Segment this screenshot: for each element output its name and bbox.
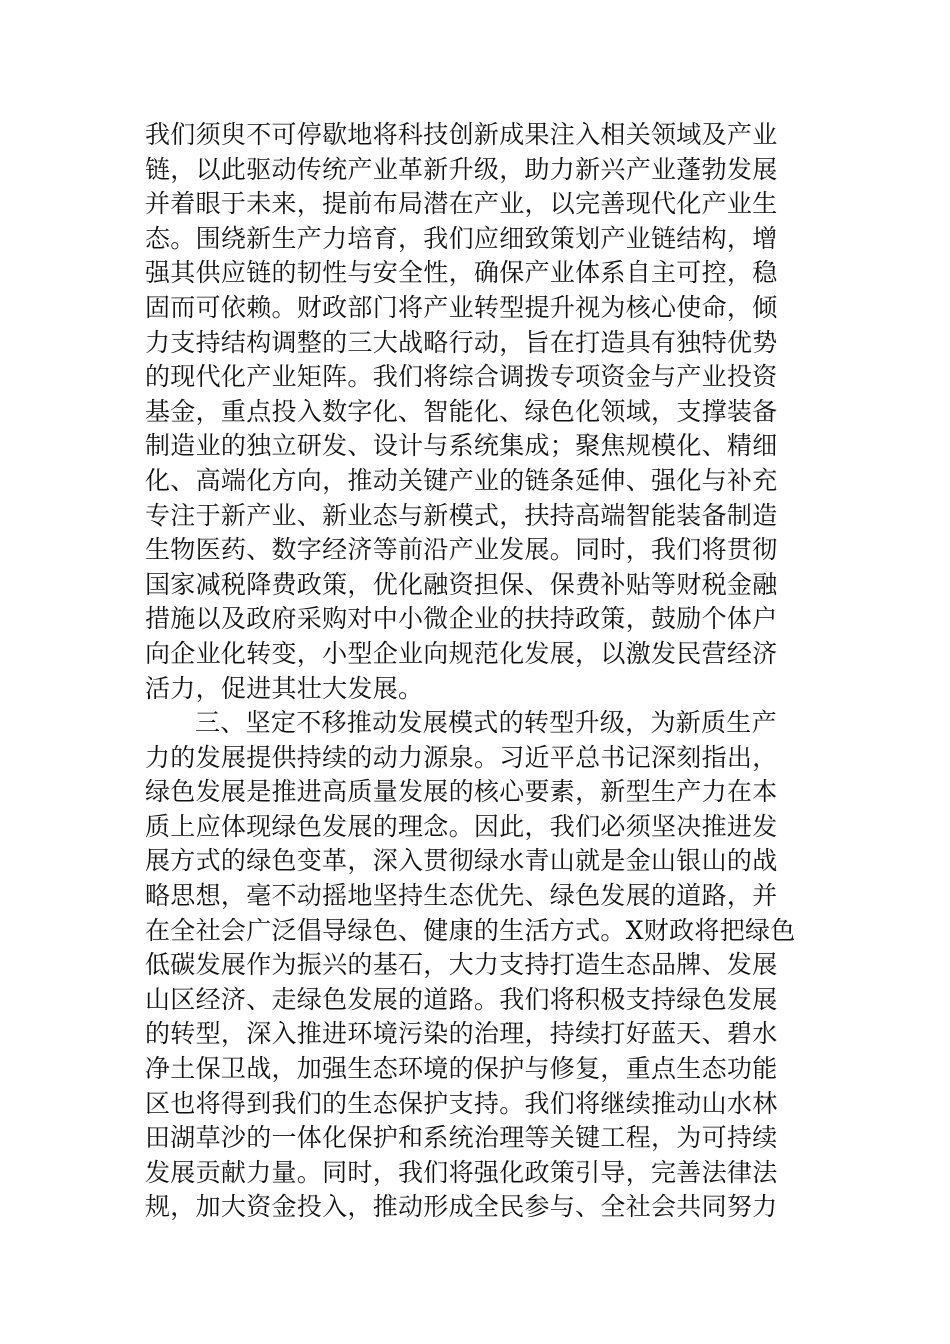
- text-line: 绿色发展是推进高质量发展的核心要素，新型生产力在本: [145, 777, 778, 807]
- text-line: 并着眼于未来，提前布局潜在产业，以完善现代化产业生: [145, 189, 778, 219]
- text-line: 田湖草沙的一体化保护和系统治理等关键工程，为可持续: [145, 1123, 778, 1153]
- text-line: 低碳发展作为振兴的基石，大力支持打造生态品牌、发展: [145, 950, 778, 980]
- text-line: 的转型，深入推进环境污染的治理，持续打好蓝天、碧水: [145, 1019, 778, 1049]
- text-line: 发展贡献力量。同时，我们将强化政策引导，完善法律法: [145, 1157, 778, 1187]
- text-line: 我们须臾不可停歇地将科技创新成果注入相关领域及产业: [145, 120, 778, 149]
- text-line: 专注于新产业、新业态与新模式，扶持高端智能装备制造: [145, 500, 778, 530]
- text-line: 化、高端化方向，推动关键产业的链条延伸、强化与补充: [145, 465, 778, 495]
- text-line: 链，以此驱动传统产业革新升级，助力新兴产业蓬勃发展: [145, 154, 778, 184]
- text-line: 制造业的独立研发、设计与系统集成；聚焦规模化、精细: [145, 431, 778, 461]
- text-line: 强其供应链的韧性与安全性，确保产业体系自主可控，稳: [145, 258, 778, 288]
- text-line: 生物医药、数字经济等前沿产业发展。同时，我们将贯彻: [145, 535, 778, 565]
- text-line: 向企业化转变，小型企业向规范化发展，以激发民营经济: [145, 638, 778, 668]
- paragraph-2: [145, 706, 807, 1225]
- text-line: 略思想，毫不动摇地坚持生态优先、绿色发展的道路，并: [145, 881, 778, 911]
- text-line: 的现代化产业矩阵。我们将综合调拨专项资金与产业投资: [145, 362, 778, 392]
- text-line: 山区经济、走绿色发展的道路。我们将积极支持绿色发展: [145, 984, 778, 1014]
- document-page: [145, 118, 807, 1225]
- paragraph-1: [145, 118, 807, 706]
- text-line: 基金，重点投入数字化、智能化、绿色化领域，支撑装备: [145, 396, 778, 426]
- text-line: 固而可依赖。财政部门将产业转型提升视为核心使命，倾: [145, 292, 778, 322]
- text-line: 展方式的绿色变革，深入贯彻绿水青山就是金山银山的战: [145, 846, 778, 876]
- text-line: 在全社会广泛倡导绿色、健康的生活方式。X财政将把绿色: [145, 915, 796, 945]
- text-line: 质上应体现绿色发展的理念。因此，我们必须坚决推进发: [145, 811, 778, 841]
- text-line: 措施以及政府采购对中小微企业的扶持政策，鼓励个体户: [145, 604, 778, 634]
- text-line: 态。围绕新生产力培育，我们应细致策划产业链结构，增: [145, 223, 778, 253]
- text-line: 净土保卫战，加强生态环境的保护与修复，重点生态功能: [145, 1054, 778, 1084]
- text-line: 力的发展提供持续的动力源泉。习近平总书记深刻指出，: [145, 742, 778, 772]
- text-line: 活力，促进其壮大发展。: [145, 673, 424, 703]
- text-line: 三、坚定不移推动发展模式的转型升级，为新质生产: [195, 708, 777, 738]
- text-line: 力支持结构调整的三大战略行动，旨在打造具有独特优势: [145, 327, 778, 357]
- text-line: 国家减税降费政策，优化融资担保、保费补贴等财税金融: [145, 569, 778, 599]
- text-line: 区也将得到我们的生态保护支持。我们将继续推动山水林: [145, 1088, 778, 1118]
- text-line: 规，加大资金投入，推动形成全民参与、全社会共同努力: [145, 1192, 778, 1222]
